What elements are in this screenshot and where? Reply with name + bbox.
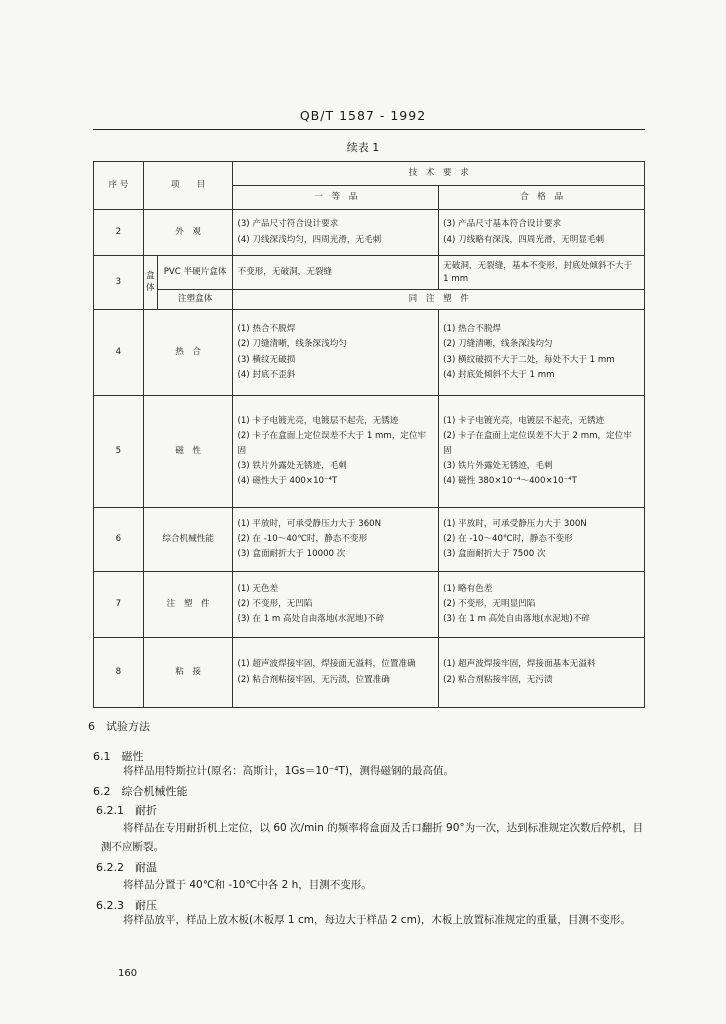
header-first-class: 一 等 品 (233, 186, 439, 210)
req-line: (3) 盒面耐折大于 10000 次 (237, 549, 346, 560)
req-line: (3) 铁片外露处无锈迹，毛刺 (443, 461, 553, 472)
table-caption: 续表 1 (346, 141, 380, 154)
row-item: 热 合 (143, 310, 233, 396)
table-row (94, 508, 645, 572)
qual-cell (439, 508, 645, 572)
req-line: (2) 刀缝清晰，线条深浅均匀 (237, 339, 347, 350)
req-line: (3) 铁片外露处无锈迹，毛刺 (237, 461, 347, 472)
req-line: (2) 卡子在盒面上定位误差不大于 2 mm，定位牢固 (443, 430, 632, 456)
row-seq: 3 (94, 256, 144, 310)
req-line: (3) 横纹无破损 (237, 354, 296, 365)
qual-cell (439, 396, 645, 508)
row-seq: 4 (94, 310, 144, 396)
section-6-2-3-text: 将样品放平，样品上放木板(木板厚 1 cm，每边大于样品 2 cm)，木板上放置标准规定的重量，目测不变形。 (123, 914, 631, 926)
req-line: (2) 不变形，无明显凹陷 (443, 598, 536, 609)
first-cell (233, 572, 439, 638)
table-row (94, 572, 645, 638)
row-item: 外 观 (143, 210, 233, 256)
qual-cell: 无破洞，无裂缝，基本不变形，封底处倾斜不大于 1 mm (439, 256, 645, 290)
req-line: (4) 封底处倾斜不大于 1 mm (443, 369, 555, 380)
section-6-1-text: 将样品用特斯拉计(原名：高斯计，1Gs＝10⁻⁴T)，测得磁钢的最高值。 (123, 765, 455, 777)
req-line: (1) 平放时，可承受静压力大于 360N (237, 518, 382, 529)
section-6-2-2-text: 将样品分置于 40℃和 -10℃中各 2 h，目测不变形。 (123, 879, 372, 891)
first-cell (233, 210, 439, 256)
table-row (94, 396, 645, 508)
req-line: (3) 产品尺寸基本符合设计要求 (443, 219, 562, 230)
standard-header: QB/T 1587 - 1992 (299, 108, 427, 123)
section-6-heading: 6 试验方法 (88, 720, 150, 733)
row-seq: 5 (94, 396, 144, 508)
req-line: (1) 卡子电镀光亮，电镀层不起壳，无锈迹 (443, 415, 605, 426)
header-seq: 序 号 (94, 162, 144, 210)
header-qualified: 合 格 品 (439, 186, 645, 210)
qual-cell (439, 638, 645, 708)
first-cell (233, 508, 439, 572)
row-subitem: 注塑盒体 (157, 290, 233, 310)
section-6-1-heading: 6.1 磁性 (93, 750, 144, 763)
qual-cell (439, 310, 645, 396)
req-line: (1) 热合不脱焊 (237, 324, 296, 335)
row-item: 磁 性 (143, 396, 233, 508)
header-tech: 技 术 要 求 (233, 162, 645, 186)
first-cell: 不变形，无破洞，无裂缝 (233, 256, 439, 290)
req-line: (2) 粘合剂粘接牢固，无污渍 (443, 674, 553, 685)
req-line: (2) 在 -10～40℃时，静态不变形 (237, 533, 368, 544)
header-item: 项 目 (143, 162, 233, 210)
req-line: (3) 在 1 m 高处自由落地(水泥地)不碎 (443, 614, 590, 625)
req-line: (3) 在 1 m 高处自由落地(水泥地)不碎 (237, 614, 385, 625)
first-cell (233, 638, 439, 708)
row-item-group: 盒体 (143, 256, 157, 310)
req-line: (2) 不变形，无凹陷 (237, 598, 313, 609)
section-6-2-2-heading: 6.2.2 耐温 (96, 861, 157, 874)
req-line: (4) 磁性 380×10⁻⁴～400×10⁻⁴T (443, 476, 577, 487)
merged-cell: 同 注 塑 件 (233, 290, 645, 310)
req-line: (4) 刀线深浅均匀，四周光滑，无毛刺 (237, 234, 382, 245)
row-seq: 7 (94, 572, 144, 638)
row-item: 注 塑 件 (143, 572, 233, 638)
req-line: (3) 盒面耐折大于 7500 次 (443, 549, 546, 560)
section-6-2-1-text: 将样品在专用耐折机上定位，以 60 次/min 的频率将盒面及舌口翻折 90°为一次，达到标准规定次数后停机，目测不应断裂。 (101, 822, 644, 853)
req-line: (1) 超声波焊接牢固，焊接面基本无溢料 (443, 659, 596, 670)
req-line: (2) 在 -10～40℃时，静态不变形 (443, 533, 573, 544)
req-line: (1) 超声波焊接牢固，焊接面无溢料，位置准确 (237, 659, 416, 670)
table-row (94, 638, 645, 708)
qual-cell (439, 210, 645, 256)
req-line: (4) 封底不歪斜 (237, 369, 296, 380)
section-6-2-3-heading: 6.2.3 耐压 (96, 899, 157, 912)
req-line: (4) 刀线略有深浅，四周光滑，无明显毛刺 (443, 234, 605, 245)
table-row (94, 210, 645, 256)
row-seq: 8 (94, 638, 144, 708)
req-line: (4) 磁性大于 400×10⁻⁴T (237, 476, 338, 487)
section-6-2-1-heading: 6.2.1 耐折 (96, 804, 157, 817)
req-line: (1) 热合不脱焊 (443, 324, 502, 335)
req-line: (1) 略有色差 (443, 583, 493, 594)
req-line: (2) 粘合剂粘接牢固，无污渍，位置准确 (237, 674, 390, 685)
req-line: (1) 无色差 (237, 583, 279, 594)
requirements-table (93, 161, 645, 708)
first-cell (233, 396, 439, 508)
qual-cell (439, 572, 645, 638)
table-row (94, 310, 645, 396)
req-line: (2) 卡子在盒面上定位误差不大于 1 mm，定位牢固 (237, 430, 427, 456)
page-number: 160 (118, 968, 138, 979)
req-line: (2) 刀缝清晰，线条深浅均匀 (443, 339, 553, 350)
req-line: (1) 平放时，可承受静压力大于 300N (443, 518, 587, 529)
row-item: 综合机械性能 (143, 508, 233, 572)
row-seq: 2 (94, 210, 144, 256)
req-line: (3) 横纹破损不大于二处，每处不大于 1 mm (443, 354, 615, 365)
req-line: (3) 产品尺寸符合设计要求 (237, 219, 339, 230)
first-cell (233, 310, 439, 396)
table-row (94, 290, 645, 310)
req-line: (1) 卡子电镀光亮，电镀层不起壳，无锈迹 (237, 415, 399, 426)
row-seq: 6 (94, 508, 144, 572)
row-subitem: PVC 半硬片盒体 (157, 256, 233, 290)
header-rule (93, 129, 645, 130)
row-item: 粘 接 (143, 638, 233, 708)
table-row (94, 256, 645, 290)
section-6-2-heading: 6.2 综合机械性能 (93, 785, 188, 798)
